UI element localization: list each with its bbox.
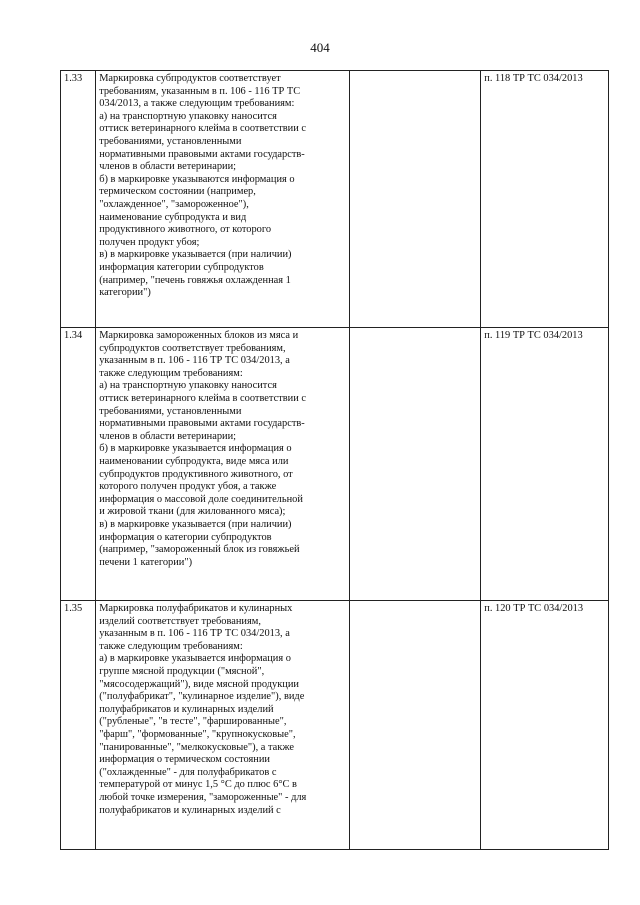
regulation-reference: п. 120 ТР ТС 034/2013 xyxy=(481,601,609,850)
table-row xyxy=(61,328,609,601)
empty-cell xyxy=(349,328,481,601)
empty-cell xyxy=(349,71,481,328)
item-number: 1.33 xyxy=(61,71,96,328)
table-row xyxy=(61,601,609,850)
requirement-description: Маркировка полуфабрикатов и кулинарных изделий соответствует требованиям, указанным в п. 106 - 116 ТР ТС 034/2013, а также следующим требованиям: а) в маркировке указывается информация о группе мясной продукции ("мясной", "мясосодержащий"), виде мясной продукции ("полуфабрикат", "кулинарное изделие"), виде полуфабрикатов и кулинарных изделий ("рубленые", "в тесте", "фаршированные", "фарш", "формованные", "крупнокусковые", "панированные", "мелкокусковые"), а также информация о термическом состоянии ("охлажденные" - для полуфабрикатов с температурой от минус 1,5 °С до плюс 6°С в любой точке измерения, "замороженные" - для полуфабрикатов и кулинарных изделий с xyxy=(96,601,349,850)
empty-cell xyxy=(349,601,481,850)
requirement-description: Маркировка субпродуктов соответствует требованиям, указанным в п. 106 - 116 ТР ТС 034/2013, а также следующим требованиям: а) на транспортную упаковку наносится оттиск ветеринарного клейма в соответствии с требованиями, установленными нормативными правовыми актами государств- членов в области ветеринарии; б) в маркировке указываются информация о термическом состоянии (например, "охлажденное", "замороженное"), наименование субпродукта и вид продуктивного животного, от которого получен продукт убоя; в) в маркировке указывается (при наличии) информация категории субпродуктов (например, "печень говяжья охлажденная 1 категории") xyxy=(96,71,349,328)
regulation-reference: п. 118 ТР ТС 034/2013 xyxy=(481,71,609,328)
table-row xyxy=(61,71,609,328)
regulation-reference: п. 119 ТР ТС 034/2013 xyxy=(481,328,609,601)
item-number: 1.35 xyxy=(61,601,96,850)
item-number: 1.34 xyxy=(61,328,96,601)
requirement-description: Маркировка замороженных блоков из мяса и субпродуктов соответствует требованиям, указанным в п. 106 - 116 ТР ТС 034/2013, а также следующим требованиям: а) на транспортную упаковку наносится оттиск ветеринарного клейма в соответствии с требованиями, установленными нормативными правовыми актами государств- членов в области ветеринарии; б) в маркировке указывается информация о наименовании субпродукта, виде мяса или субпродуктов продуктивного животного, от которого получен продукт убоя, а также информация о массовой доле соединительной и жировой ткани (для жилованного мяса); в) в маркировке указывается (при наличии) информация о категории субпродуктов (например, "замороженный блок из говяжьей печени 1 категории") xyxy=(96,328,349,601)
page-number: 404 xyxy=(310,40,330,55)
requirements-table xyxy=(60,70,609,850)
